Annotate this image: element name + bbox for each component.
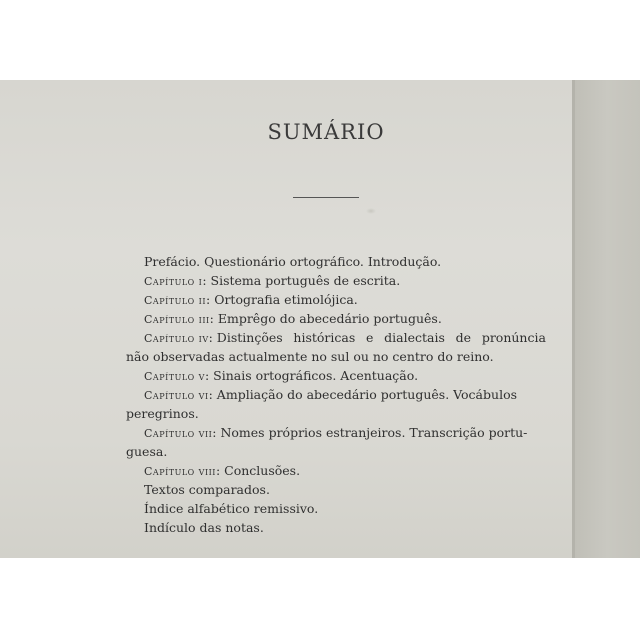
toc-entry-cap-3 [126,309,556,328]
title-divider [293,197,359,198]
chapter-label: Capítulo ii [144,294,207,307]
chapter-title: : Emprêgo do abecedário português. [209,311,442,326]
chapter-title-word: e [366,330,374,345]
toc-entry-cap-7 [126,423,556,442]
toc-entry-textos: Textos comparados. [144,482,270,497]
table-of-contents [126,252,556,537]
chapter-title-word: históricas [293,330,356,345]
chapter-title: : Ortografia etimolójica. [206,292,358,307]
chapter-title-word: : Distinções [208,330,283,345]
book-photo [0,80,640,558]
chapter-title-word: de [455,330,472,345]
chapter-label: Capítulo vi [144,389,209,402]
chapter-label: Capítulo vii [144,427,213,440]
chapter-title-word: pronúncia [481,330,546,345]
book-page [0,80,572,558]
chapter-title: : Sistema português de escrita. [202,273,401,288]
page-title: SUMÁRIO [267,120,385,144]
chapter-title: : Sinais ortográficos. Acentuação. [204,368,419,383]
chapter-label: Capítulo i [144,275,203,288]
chapter-title: : Ampliação do abecedário português. Vocábulos [208,387,518,402]
chapter-label: Capítulo v [144,370,205,383]
toc-entry-cap-2 [126,290,556,309]
toc-entry-prefacio: Prefácio. Questionário ortográfico. Introdução. [144,254,442,269]
chapter-label: Capítulo viii [144,465,216,478]
chapter-label: Capítulo iv [144,332,209,345]
toc-entry-cap-4 [126,328,556,347]
chapter-title-word: dialectais [384,330,445,345]
toc-entry-cap-5 [126,366,556,385]
toc-entry-cap-1 [126,271,556,290]
chapter-title: : Conclusões. [215,463,301,478]
paper-dent [366,208,376,214]
chapter-label-group [144,328,283,347]
toc-entry-cap-6-cont: peregrinos. [126,406,199,421]
toc-entry-indice: Índice alfabético remissivo. [144,501,319,516]
toc-entry-indiculo: Indículo das notas. [144,520,264,535]
toc-entry-cap-8 [126,461,556,480]
toc-entry-cap-6 [126,385,556,404]
toc-entry-cap-7-cont: guesa. [126,444,168,459]
toc-entry-cap-4-cont: não observadas actualmente no sul ou no centro do reino. [126,349,494,364]
chapter-label: Capítulo iii [144,313,210,326]
chapter-title: : Nomes próprios estranjeiros. Transcrição portu- [212,425,528,440]
adjacent-page [575,80,640,558]
